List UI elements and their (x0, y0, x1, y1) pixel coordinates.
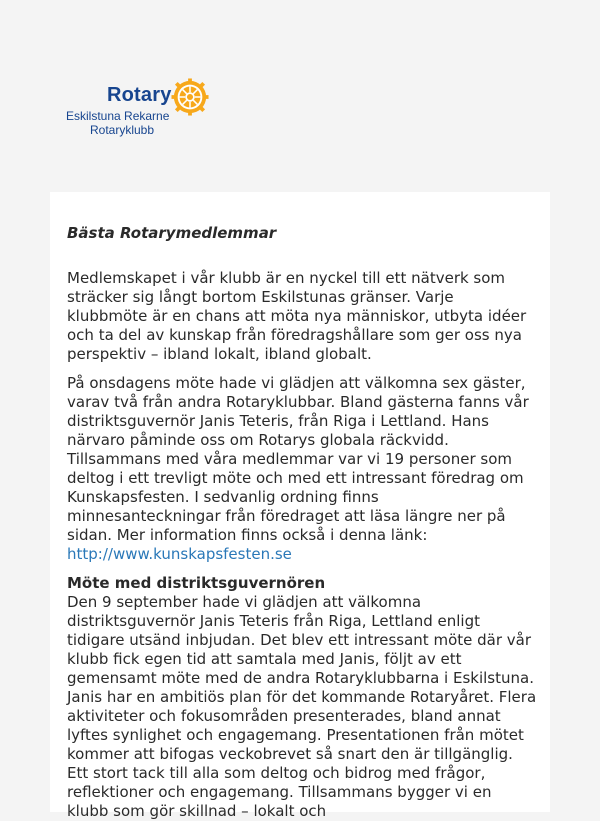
rotary-wheel-icon (171, 78, 209, 116)
logo-club-name-line1: Eskilstuna Rekarne (66, 109, 170, 123)
meeting-paragraph-text: På onsdagens möte hade vi glädjen att välkomna sex gäster, varav två från andra Rotaryklubbar. Bland gästerna fanns vår distriktsguvernör Janis Teteris, från Riga i Lettland. Hans närvaro påminde oss om Rotarys globala räckvidd. Tillsammans med våra medlemmar var vi 19 personer som deltog i ett trevligt möte och med ett intressant föredrag om Kunskapsfesten. I sedvanlig ordning finns minnesanteckningar från föredraget att läsa längre ner på sidan. Mer information finns också i denna länk: (67, 374, 529, 544)
email-header (0, 0, 600, 192)
section-paragraph: Den 9 september hade vi glädjen att välkomna distriktsguvernör Janis Teteris från Riga, Lettland enligt tidigare utsänd inbjudan. Det blev ett intressant möte där vår klubb fick egen tid att samtala med Janis, följt av ett gemensamt möte med de andra Rotaryklubbarna i Eskilstuna. Janis har en ambitiös plan för det kommande Rotaryåret. Flera aktiviteter och fokusområden presenterades, bland annat lyftes synlighet och engagemang. Presentationen från mötet kommer att bifogas veckobrevet så snart den är tillgänglig. Ett stort tack till alla som deltog och bidrog med frågor, reflektioner och engagemang. Tillsammans bygger vi en klubb som gör skillnad – lokalt och (67, 593, 537, 820)
logo-wordmark: Rotary (107, 84, 172, 106)
newsletter-card (50, 192, 550, 820)
intro-paragraph: Medlemskapet i vår klubb är en nyckel till ett nätverk som sträcker sig långt bortom Eskilstunas gränser. Varje klubbmöte är en chans att möta nya människor, utbyta idéer och ta del av kunskap från föredragshållare som ger oss nya perspektiv – ibland lokalt, ibland globalt. (67, 269, 527, 363)
kunskapsfesten-link[interactable]: http://www.kunskapsfesten.se (67, 545, 292, 563)
logo-club-name-line2: Rotaryklubb (90, 123, 155, 137)
club-logo[interactable] (66, 78, 216, 140)
greeting-heading: Bästa Rotarymedlemmar (67, 224, 277, 242)
section-heading: Möte med distriktsguvernören (67, 574, 326, 592)
meeting-paragraph (67, 374, 537, 564)
newsletter-body (67, 192, 537, 821)
